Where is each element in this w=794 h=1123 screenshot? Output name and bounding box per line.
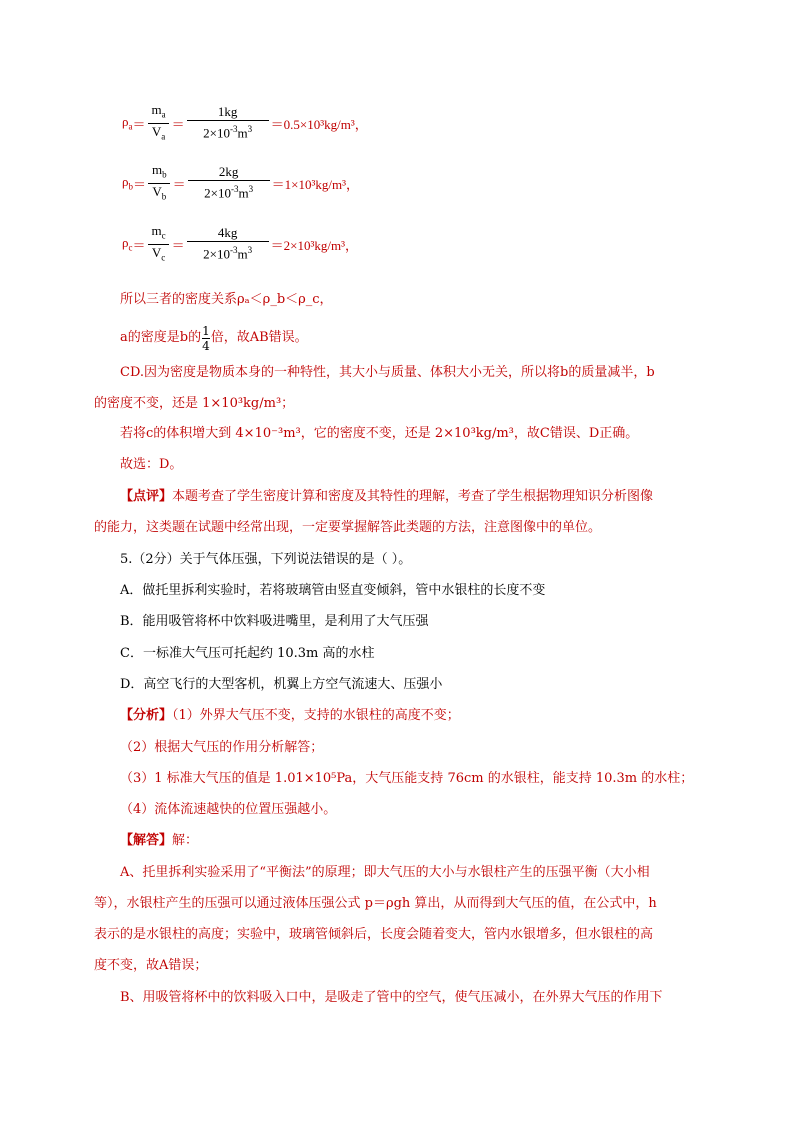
analysis-tag: 【分析】 bbox=[120, 708, 173, 723]
analysis-line-4: （4）流体流速越快的位置压强越小。 bbox=[120, 802, 337, 817]
analysis-line-2: （2）根据大气压的作用分析解答； bbox=[120, 740, 324, 755]
solution-a-line-2: 等），水银柱产生的压强可以通过液体压强公式 p＝ρgh 算出，从而得到大气压的值，在公式中，h bbox=[94, 896, 657, 911]
solution-tag: 【解答】 bbox=[120, 833, 173, 848]
comment-line-2: 的能力，这类题在试题中经常出现，一定要掌握解答此类题的方法，注意图像中的单位。 bbox=[94, 520, 602, 535]
density-relation: 所以三者的密度关系ρₐ＜ρ_b＜ρ_c， bbox=[120, 292, 333, 307]
cd-line-1: CD.因为密度是物质本身的一种特性，其大小与质量、体积大小无关，所以将b的质量减半，b bbox=[120, 365, 655, 380]
comment-line-1: 【点评】本题考查了学生密度计算和密度及其特性的理解，考查了学生根据物理知识分析图像 bbox=[120, 489, 654, 504]
solution-a-line-4: 度不变，故A错误； bbox=[94, 958, 208, 973]
fraction-m-over-v: $\frac{m_c}{V_c}$ bbox=[148, 223, 170, 265]
option-c: C．一标准大气压可托起约 10.3m 高的水柱 bbox=[120, 646, 375, 661]
analysis-line-3: （3）1 标准大气压的值是 1.01×10⁵Pa，大气压能支持 76cm 的水银柱，能支持 10.3m 的水柱； bbox=[120, 771, 694, 786]
solution-a-line-1: A、托里拆利实验采用了“平衡法”的原理；即大气压的大小与水银柱产生的压强平衡（大小相 bbox=[120, 865, 650, 880]
fraction-values: $\frac{1kg}{2\times 10^{-3}m^3}$ bbox=[187, 104, 269, 141]
solution-heading: 【解答】解： bbox=[120, 833, 199, 848]
answer-line: 故选：D。 bbox=[120, 457, 183, 472]
cd-line-2: 的密度不变，还是 1×10³kg/m³； bbox=[94, 396, 295, 411]
solution-b-line-1: B、用吸管将杯中的饮料吸入口中，是吸走了管中的空气，使气压减小，在外界大气压的作用下 bbox=[120, 990, 663, 1005]
comment-tag: 【点评】 bbox=[120, 489, 173, 504]
solution-a-line-3: 表示的是水银柱的高度；实验中，玻璃管倾斜后，长度会随着变大，管内水银增多，但水银柱的高 bbox=[94, 927, 654, 942]
fraction-m-over-v: $\frac{m_b}{V_b}$ bbox=[148, 162, 171, 204]
fraction-values: $\frac{2kg}{2\times 10^{-3}m^3}$ bbox=[188, 164, 270, 201]
question-5: 5.（2分）关于气体压强，下列说法错误的是（ ）。 bbox=[120, 552, 412, 567]
density-equation-a: $\rho_a$ ＝ $\frac{m_a}{V_a}$ ＝ $\frac{1kg}{2\times 10^{-3}m^3}$ ＝0.5×10³kg/m³， bbox=[122, 100, 368, 146]
density-equation-b: $\rho_b$ ＝ $\frac{m_b}{V_b}$ ＝ $\frac{2kg}{2\times 10^{-3}m^3}$ ＝1×10³kg/m³， bbox=[122, 160, 359, 206]
density-equation-c: $\rho_c$ ＝ $\frac{m_c}{V_c}$ ＝ $\frac{4kg}{2\times 10^{-3}m^3}$ ＝2×10³kg/m³， bbox=[122, 221, 358, 267]
option-a: A．做托里拆利实验时，若将玻璃管由竖直变倾斜，管中水银柱的长度不变 bbox=[120, 583, 546, 598]
fraction-values: $\frac{4kg}{2\times 10^{-3}m^3}$ bbox=[187, 225, 269, 262]
option-b: B．能用吸管将杯中饮料吸进嘴里，是利用了大气压强 bbox=[120, 614, 429, 629]
cd-line-3: 若将c的体积增大到 4×10⁻³m³，它的密度不变，还是 2×10³kg/m³，故C错误、D正确。 bbox=[120, 426, 639, 441]
ratio-line: a的密度是b的 $\frac{1}{4}$ 倍，故AB错误。 bbox=[120, 323, 308, 353]
fraction-one-quarter: $\frac{1}{4}$ bbox=[202, 323, 210, 353]
analysis-line-1: 【分析】（1）外界大气压不变，支持的水银柱的高度不变； bbox=[120, 708, 460, 723]
fraction-m-over-v: $\frac{m_a}{V_a}$ bbox=[148, 102, 170, 144]
option-d: D．高空飞行的大型客机，机翼上方空气流速大、压强小 bbox=[120, 677, 443, 692]
